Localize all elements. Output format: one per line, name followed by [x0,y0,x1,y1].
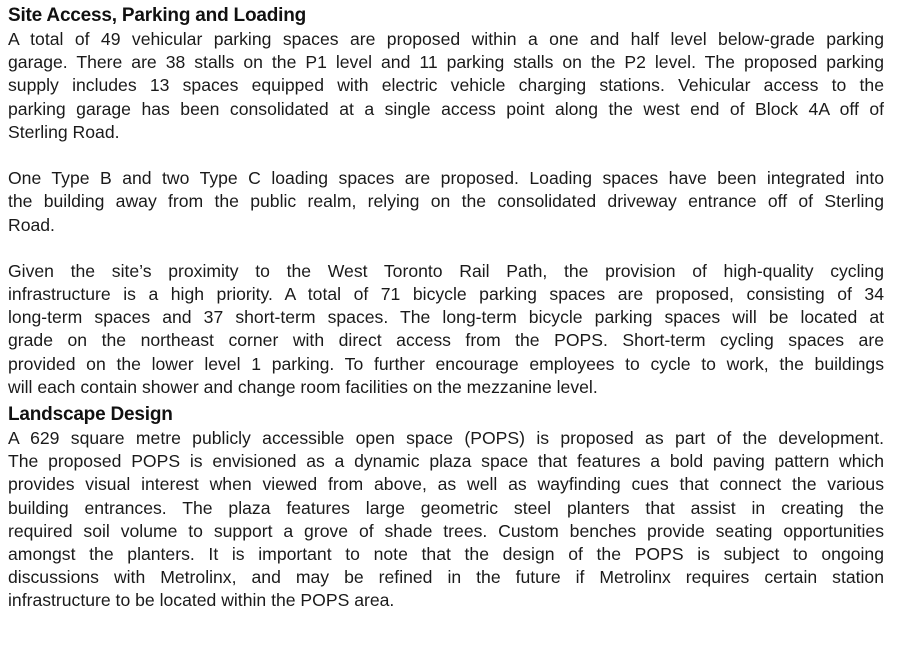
section-heading: Landscape Design [8,404,173,425]
text-line: grade on the northeast corner with direct access from the POPS. Short-term cycling spaces are [8,330,884,351]
text-line: provides visual interest when viewed from above, as well as wayfinding cues that connect the various [8,474,884,495]
text-line: the building away from the public realm, relying on the consolidated driveway entrance off of Sterling [8,191,884,212]
section-site-access [8,4,884,399]
paragraph-gap [8,237,884,260]
text-line: required soil volume to support a grove of shade trees. Custom benches provide seating opportunities [8,520,884,541]
text-line: A 629 square metre publicly accessible open space (POPS) is proposed as part of the development. [8,428,884,448]
text-line: parking garage has been consolidated at a single access point along the west end of Block 4A off of [8,98,884,119]
text-line: One Type B and two Type C loading spaces are proposed. Loading spaces have been integrated into [8,168,884,189]
text-line: infrastructure to be located within the POPS area. [8,590,395,611]
section-heading: Site Access, Parking and Loading [8,5,307,26]
text-line: Given the site’s proximity to the West Toronto Rail Path, the provision of high-quality cycling [8,260,884,281]
document-page [8,4,884,613]
text-line: discussions with Metrolinx, and may be refined in the future if Metrolinx requires certain station [8,567,884,588]
text-line: Road. [8,214,55,235]
text-line: building entrances. The plaza features large geometric steel planters that assist in creating the [8,497,884,518]
text-line: A total of 49 vehicular parking spaces are proposed within a one and half level below-grade parking [8,29,884,49]
text-line: supply includes 13 spaces equipped with electric vehicle charging stations. Vehicular access to the [8,75,884,96]
text-line: provided on the lower level 1 parking. To further encourage employees to cycle to work, the buildings [8,353,884,374]
paragraph-pops [8,427,884,613]
text-line: infrastructure is a high priority. A total of 71 bicycle parking spaces are proposed, consisting of 34 [8,284,884,305]
text-line: garage. There are 38 stalls on the P1 level and 11 parking stalls on the P2 level. The proposed parking [8,52,884,73]
paragraph-vehicular-parking [8,28,884,144]
paragraph-loading [8,167,884,237]
text-line: amongst the planters. It is important to note that the design of the POPS is subject to ongoing [8,543,884,564]
text-line: will each contain shower and change room facilities on the mezzanine level. [8,376,598,397]
section-landscape-design [8,403,884,613]
text-line: long-term spaces and 37 short-term spaces. The long-term bicycle parking spaces will be located at [8,307,884,328]
paragraph-gap [8,144,884,167]
text-line: Sterling Road. [8,121,120,142]
paragraph-cycling [8,260,884,399]
text-line: The proposed POPS is envisioned as a dynamic plaza space that features a bold paving pattern which [8,451,884,472]
